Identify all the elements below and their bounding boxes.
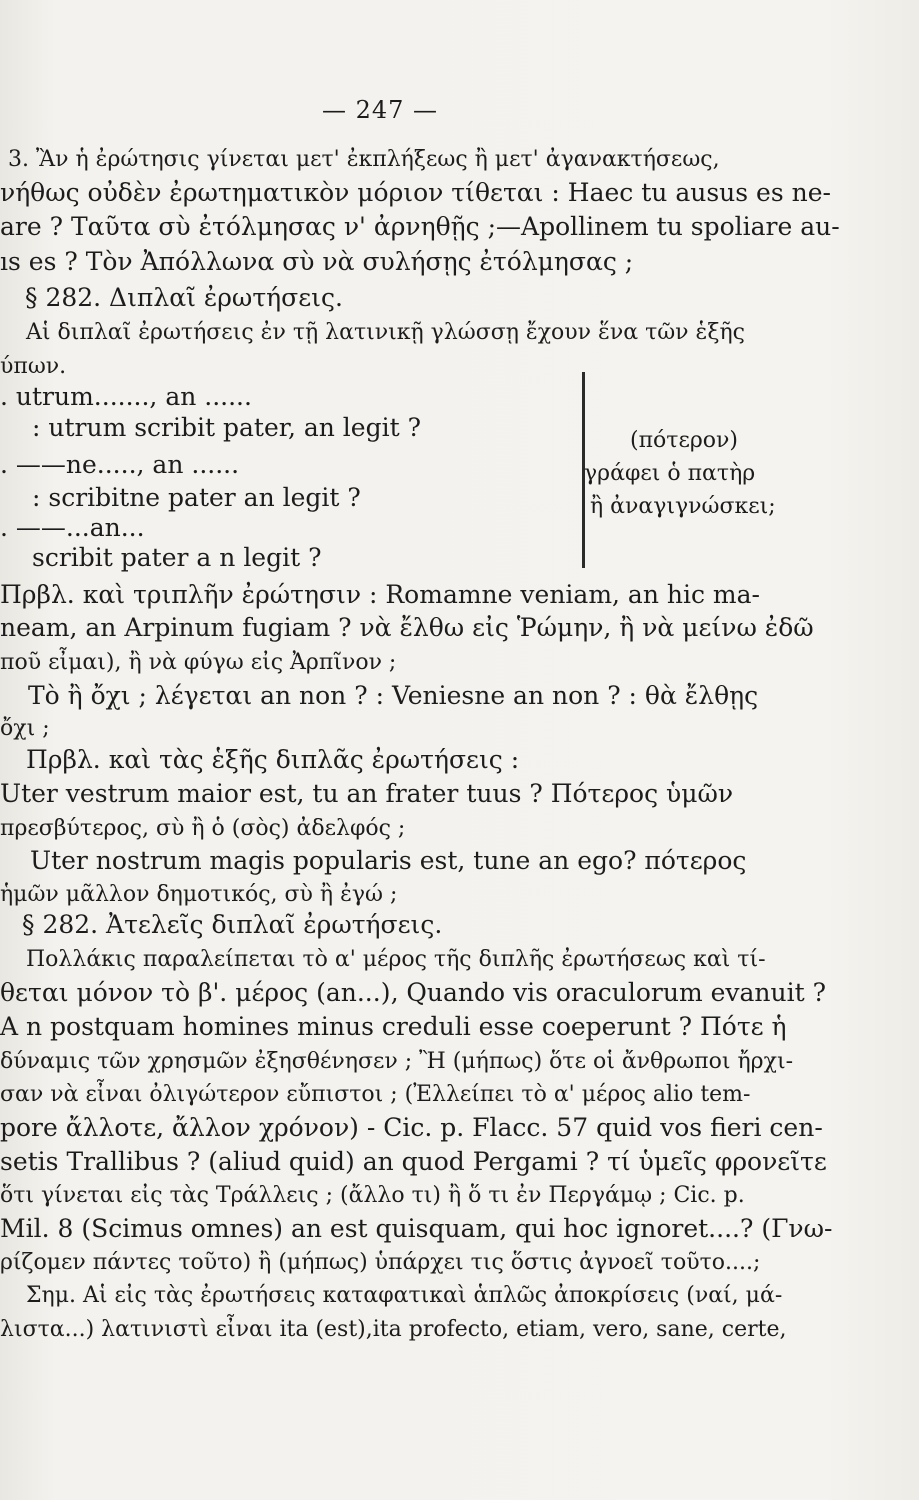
- text-line: 3. Ἂν ἡ ἐρώτησις γίνεται μετ' ἐκπλήξεως ἢ μετ' ἀγανακτήσεως,: [8, 147, 720, 172]
- text-line: Mil. 8 (Scimus omnes) an est quisquam, qui hoc ignoret....? (Γνω-: [0, 1214, 833, 1243]
- side-note-line: γράφει ὁ πατὴρ: [584, 461, 756, 486]
- text-line: δύναμις τῶν χρησμῶν ἐξησθένησεν ; Ἢ (μήπως) ὅτε οἱ ἄνθρωποι ἤρχι-: [0, 1049, 793, 1074]
- text-line: A n postquam homines minus creduli esse coeperunt ? Πότε ἡ: [0, 1012, 787, 1041]
- text-line: Uter vestrum maior est, tu an frater tuus ? Πότερος ὑμῶν: [0, 779, 734, 808]
- text-line: ποῦ εἶμαι), ἢ νὰ φύγω εἰς Ἀρπῖνον ;: [0, 650, 397, 675]
- text-line: pore ἄλλοτε, ἄλλον χρόνον) - Cic. p. Flacc. 57 quid vos fieri cen-: [0, 1113, 823, 1142]
- text-line: ρίζομεν πάντες τοῦτο) ἢ (μήπως) ὑπάρχει τις ὅστις ἀγνοεῖ τοῦτο....;: [0, 1250, 761, 1275]
- text-line: . utrum......., an ......: [0, 382, 252, 411]
- note-line: λιστα...) λατινιστὶ εἶναι ita (est),ita profecto, etiam, vero, sane, certe,: [0, 1317, 787, 1342]
- side-note-line: ἢ ἀναγιγνώσκει;: [590, 494, 776, 519]
- section-heading: § 282. Διπλαῖ ἐρωτήσεις.: [25, 283, 343, 312]
- text-line: neam, an Arpinum fugiam ? νὰ ἔλθω εἰς Ῥώμην, ἢ νὰ μείνω ἐδῶ: [0, 613, 814, 642]
- text-line: Τὸ ἢ ὄχι ; λέγεται an non ? : Veniesne an non ? : θὰ ἔλθῃς: [28, 681, 759, 710]
- text-line: . ——ne....., an ......: [0, 450, 240, 479]
- text-line: are ? Ταῦτα σὺ ἐτόλμησας ν' ἀρνηθῇς ;—Apollinem tu spoliare au-: [0, 212, 840, 241]
- text-line: Πολλάκις παραλείπεται τὸ α' μέρος τῆς διπλῆς ἐρωτήσεως καὶ τί-: [26, 947, 766, 972]
- text-line: ὅτι γίνεται εἰς τὰς Τράλλεις ; (ἄλλο τι) ἢ ὅ τι ἐν Περγάμῳ ; Cic. p.: [0, 1183, 745, 1208]
- text-line: πρεσβύτερος, σὺ ἢ ὁ (σὸς) ἀδελφός ;: [0, 816, 406, 841]
- text-line: θεται μόνον τὸ β'. μέρος (an...)‚ Quando vis oraculorum evanuit ?: [0, 978, 827, 1007]
- text-line: scribit pater a n legit ?: [32, 543, 322, 572]
- page-number: — 247 —: [321, 96, 439, 124]
- text-line: Uter nostrum magis popularis est, tune an ego? πότερος: [30, 846, 747, 875]
- text-line: setis Trallibus ? (aliud quid) an quod Pergami ? τί ὑμεῖς φρονεῖτε: [0, 1147, 827, 1176]
- text-line: : scribitne pater an legit ?: [32, 483, 361, 512]
- text-line: : utrum scribit pater, an legit ?: [32, 413, 421, 442]
- text-line: Πρβλ. καὶ τριπλῆν ἐρώτησιν : Romamne veniam, an hic ma-: [0, 580, 760, 609]
- note-line: Σημ. Αἱ εἰς τὰς ἐρωτήσεις καταφατικαὶ ἁπλῶς ἀποκρίσεις (ναί, μά-: [26, 1283, 783, 1308]
- text-line: ıs es ? Τὸν Ἀπόλλωνα σὺ νὰ συλήσῃς ἐτόλμησας ;: [0, 247, 634, 276]
- text-line: Πρβλ. καὶ τὰς ἑξῆς διπλᾶς ἐρωτήσεις :: [26, 745, 520, 774]
- text-line: ὄχι ;: [0, 716, 50, 741]
- text-line: ἡμῶν μᾶλλον δημοτικός, σὺ ἢ ἐγώ ;: [0, 882, 398, 907]
- text-line: σαν νὰ εἶναι ὀλιγώτερον εὔπιστοι ; (Ἐλλείπει τὸ α' μέρος alio tem-: [0, 1082, 751, 1107]
- section-heading: § 282. Ἀτελεῖς διπλαῖ ἐρωτήσεις.: [22, 910, 443, 939]
- side-note-line: (πότερον): [630, 428, 738, 453]
- text-line: . ——...an...: [0, 513, 145, 542]
- text-line: νήθως οὐδὲν ἐρωτηματικὸν μόριον τίθεται : Haec tu ausus es ne-: [0, 178, 831, 207]
- text-line: Αἱ διπλαῖ ἐρωτήσεις ἐν τῇ λατινικῇ γλώσσῃ ἔχουν ἕνα τῶν ἑξῆς: [26, 320, 745, 345]
- text-line: ύπων.: [0, 354, 67, 379]
